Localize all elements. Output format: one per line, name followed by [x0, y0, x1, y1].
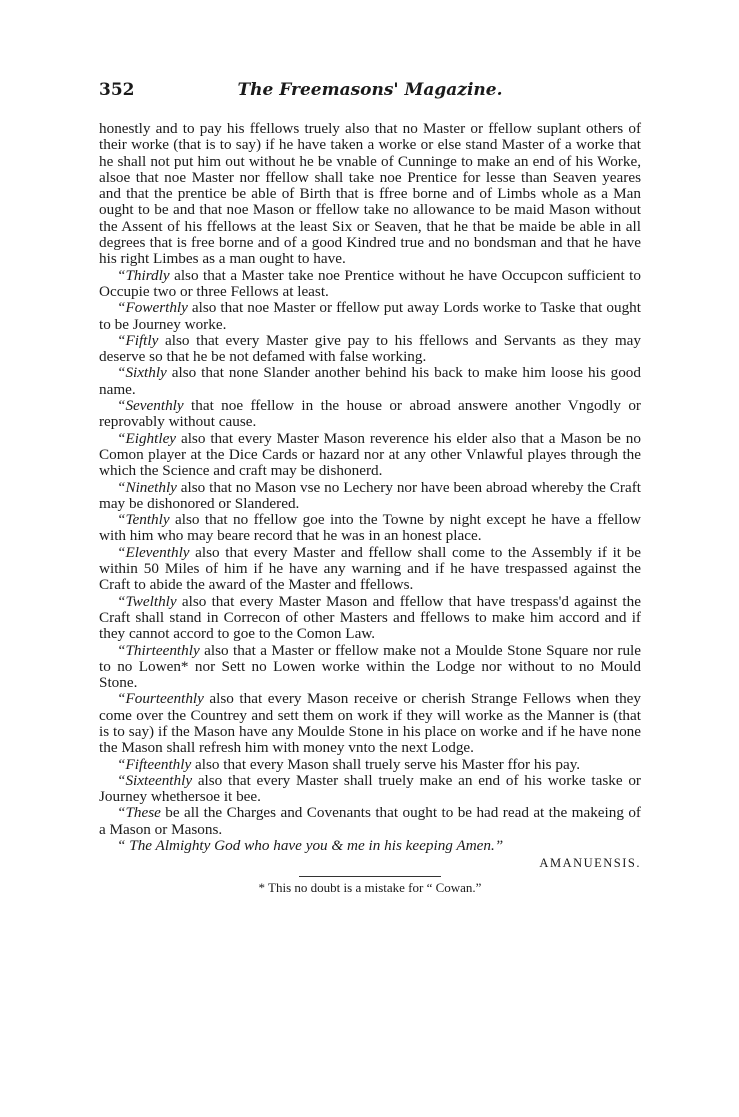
magazine-title: The Freemasons' Magazine.: [237, 80, 503, 100]
signature: AMANUENSIS.: [539, 856, 641, 871]
charge-ordinal: “Thirdly: [117, 266, 170, 284]
footnote: * This no doubt is a mistake for “ Cowan.”: [258, 879, 482, 895]
charge-paragraph: [99, 773, 641, 806]
charge-text: that noe ffellow in the house or abroad answere another Vngodly or reprovably without cause.: [99, 397, 641, 431]
charge-ordinal: “These: [117, 804, 161, 822]
charge-text: also that every Master and ffellow shall come to the Assembly if it be within 50 Miles of him if he have any warning and if he have trespassed against the Craft to abide the award of the Master and ffellows.: [99, 543, 641, 594]
charge-paragraph: [99, 333, 641, 366]
charge-text: also that a Master take noe Prentice without he have Occupcon sufficient to Occupie two or three Fellows at least.: [99, 266, 641, 300]
charge-ordinal: “Eleventhly: [117, 543, 190, 561]
charge-paragraph: [99, 300, 641, 333]
charge-text: also that every Master give pay to his ffellows and Servants as they may deserve so that he be not defamed with false working.: [99, 331, 641, 366]
charge-text: be all the Charges and Covenants that ought to be had read at the makeing of a Mason or Masons.: [99, 804, 641, 838]
charge-paragraph: [99, 594, 641, 643]
charge-paragraph: [99, 545, 641, 594]
charge-text: also that every Mason shall truely serve his Master ffor his pay.: [191, 755, 581, 773]
charge-ordinal: “Sixteenthly: [117, 771, 193, 789]
charge-ordinal: “Fourteenthly: [117, 690, 204, 708]
charge-ordinal: “Fiftly: [117, 331, 159, 349]
charge-ordinal: “Thirteenthly: [117, 641, 200, 659]
charge-paragraph: [99, 268, 641, 301]
charge-ordinal: “Fowerthly: [117, 299, 188, 317]
charge-text: also that none Slander another behind his back to make him loose his good name.: [99, 364, 641, 398]
charge-text: also that every Master Mason and ffellow that have trespass'd against the Craft shall stand in Correcon of other Masters and ffellows to make him accord and if they cannot accord to goe to the Comon Law.: [99, 592, 641, 643]
charge-text: also that a Master or ffellow make not a Moulde Stone Square nor rule to no Lowen* nor Sett no Lowen worke within the Lodge nor without to no Mould Stone.: [99, 641, 641, 692]
article-body: [99, 121, 641, 896]
charge-paragraph: [99, 691, 641, 756]
charge-paragraph: [99, 512, 641, 545]
footnote-rule: [299, 876, 441, 877]
charge-ordinal: “Eightley: [117, 429, 177, 447]
page-header: [99, 80, 641, 102]
charge-paragraph: [99, 121, 641, 268]
charge-text: also that every Master Mason reverence his elder also that a Mason be no Comon player at the Dice Cards or hazard nor at any other Vnlawful playes through the which the Science and craft may be dishonerd.: [99, 429, 641, 480]
charge-text: also that every Mason receive or cherish Strange Fellows when they come over the Countrey and sett them on work if they will worke as the Manner is (that is to say) if the Mason have any Moulde Stone in his place on worke and if he have none the Mason shall refresh him with money vnto the next Lodge.: [99, 690, 641, 757]
charge-text: also that no Mason vse no Lechery nor have been abroad whereby the Craft may be dishonored or Slandered.: [99, 478, 641, 512]
charge-text: also that noe Master or ffellow put away Lords worke to Taske that ought to be Journey worke.: [99, 299, 641, 333]
charge-ordinal: “Twelthly: [117, 592, 177, 610]
charge-text: also that no ffellow goe into the Towne by night except he have a ffellow with him who may beare record that he was in an honest place.: [99, 511, 641, 545]
charge-text: honestly and to pay his ffellows truely also that no Master or ffellow suplant others of their worke (that is to say) if he have taken a worke or else stand Master of a worke that he shall not put him out without he be vnable of Cunninge to make an end of his Worke, alsoe that noe Master nor ffellow shall take noe Prentice for lesse than Seaven yeares and that the prentice be able of Birth that is ffree borne and of Limbs whole as a Man ought to be and that noe Mason or ffellow take no allowance to be maid Mason without the Assent of his ffellows at the least Six or Seaven, that he that be maide be able in all degrees that is free borne and of a good Kindred true and no bondsman and that he have his right Limbes as a man ought to have.: [99, 120, 641, 268]
charge-ordinal: “Sixthly: [117, 364, 167, 382]
page-number: 352: [99, 80, 135, 100]
charge-paragraph: [99, 805, 641, 838]
charge-paragraph: [99, 398, 641, 431]
charge-paragraph: [99, 757, 641, 773]
closing-line: “ The Almighty God who have you & me in his keeping Amen.”: [117, 837, 504, 855]
charge-ordinal: “Tenthly: [117, 511, 170, 529]
charge-text: also that every Master shall truely make an end of his worke taske or Journey whethersoe it bee.: [99, 771, 641, 806]
charge-paragraph: [99, 643, 641, 692]
charge-paragraph: [99, 480, 641, 513]
charge-paragraph: [99, 365, 641, 398]
charge-paragraph: [99, 431, 641, 480]
charges-list: [99, 121, 641, 838]
charge-ordinal: “Ninethly: [117, 478, 177, 496]
charge-ordinal: “Fifteenthly: [117, 755, 192, 773]
charge-ordinal: “Seventhly: [117, 397, 184, 415]
